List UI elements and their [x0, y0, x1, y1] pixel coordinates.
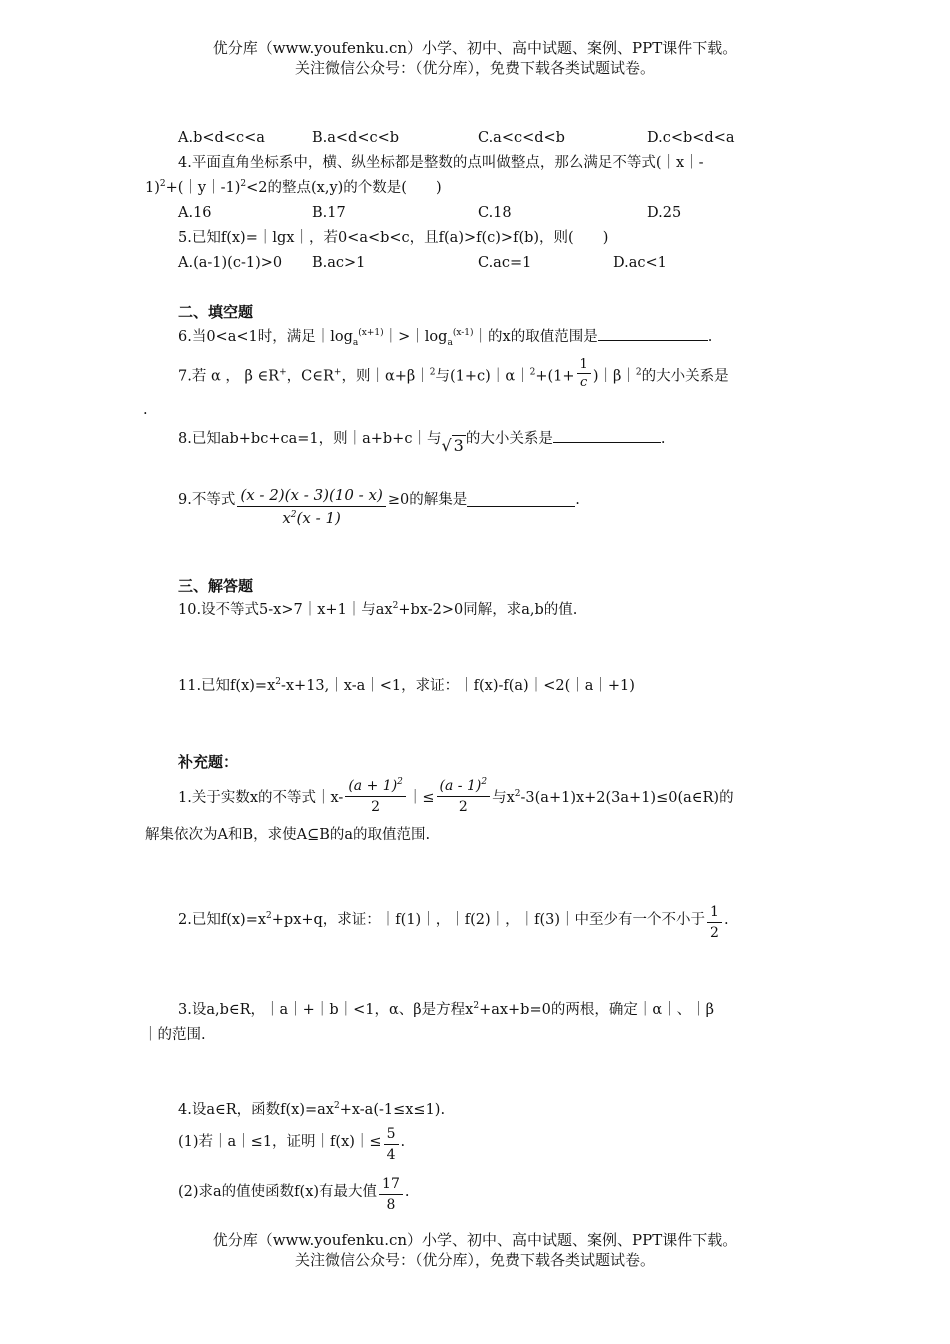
q3-option-d: D.c<b<d<a — [647, 130, 735, 146]
q7-fraction: $\frac{1}{c}$ — [577, 356, 591, 391]
section-title-solve: 三、解答题 — [178, 577, 254, 595]
page-header-line-2: 关注微信公众号：（优分库），免费下载各类试题试卷。 — [294, 59, 655, 77]
q3-option-c: C.a<c<d<b — [478, 130, 565, 146]
s1-stem-line-2: 解集依次为A和B，求使A⊆B的a的取值范围. — [145, 827, 431, 843]
q7-stem: 7.若 α ， β ∈R+，C∈R+，则｜α+β｜$^2$与(1+c)｜α｜$^2$+(1+ $\frac{1}{c}$ )｜β｜$^2$的大小关系是 — [178, 357, 729, 390]
q11-stem: 11.已知$f(x)=x^2-x+13,|x-a|<1$，求证：｜f(x)-f(a)｜<2(｜a｜+1) — [178, 677, 635, 694]
q9-stem: 9.不等式 $\frac{(x - 2)(x - 3)(10 - x)}{x^2(x - 1)}$ ≥0的解集是 . — [178, 486, 580, 527]
s1-fraction-1: $\frac{(a + 1)^2}{2}$ — [345, 776, 406, 817]
q8-stem: 8.已知ab+bc+ca=1，则｜a+b+c｜与√ 3 的大小关系是 . — [178, 428, 665, 449]
q10-stem: 10.设不等式5-x>7｜x+1｜与$ax^2+bx-2>0$同解，求a,b的值. — [178, 601, 578, 618]
s1-fraction-2: $\frac{(a - 1)^2}{2}$ — [437, 776, 491, 817]
q4-stem-line-2: 1)$^2$+(｜y｜-1)$^2$<2的整点(x,y)的个数是( ) — [145, 179, 442, 196]
sqrt-3: √ 3 — [441, 436, 464, 455]
q3-option-a: A.b<d<c<a — [178, 130, 265, 146]
s4-part-2: (2)求a的值使函数f(x)有最大值 $\frac{17}{8}$ . — [178, 1176, 410, 1213]
section-title-fill-in: 二、填空题 — [178, 303, 254, 321]
q4-option-c: C.18 — [478, 205, 512, 221]
page-header-line-1: 优分库（www.youfenku.cn）小学、初中、高中试题、案例、PPT课件下载。 — [212, 39, 738, 57]
q5-option-c: C.ac=1 — [478, 255, 532, 271]
q9-fraction: $\frac{(x - 2)(x - 3)(10 - x)}{x^2(x - 1)}$ — [237, 484, 385, 529]
q8-answer-blank[interactable] — [553, 428, 661, 443]
s1-stem-line-1: 1.关于实数x的不等式｜x- $\frac{(a + 1)^2}{2}$ ｜≤ $\frac{(a - 1)^2}{2}$ 与$x^2-3(a+1)x+2(3a+1)\le 0(a\in R)$的 — [178, 777, 734, 815]
q5-option-d: D.ac<1 — [613, 255, 667, 271]
supplement-title: 补充题： — [178, 753, 239, 771]
s4-fraction-5-4: $\frac{5}{4}$ — [384, 1124, 399, 1165]
q3-option-b: B.a<d<c<b — [312, 130, 400, 146]
s4-part-1: (1)若｜a｜≤1，证明｜f(x)｜≤ $\frac{5}{4}$ . — [178, 1126, 406, 1163]
s4-stem: 4.设a∈R，函数$f(x)=ax^2+x-a(-1\le x\le 1)$. — [178, 1101, 446, 1118]
s3-stem-line-1: 3.设a,b∈R，｜a｜+｜b｜<1，α、β是方程$x^2+ax+b=0$的两根，确定｜α｜、｜β — [178, 1001, 715, 1018]
s2-stem: 2.已知$f(x)=x^2+px+q$，求证：｜f(1)｜，｜f(2)｜，｜f(3)｜中至少有一个不小于 $\frac{1}{2}$ . — [178, 904, 729, 941]
q4-option-a: A.16 — [178, 205, 212, 221]
q4-option-b: B.17 — [312, 205, 346, 221]
q5-stem: 5.已知f(x)=｜lgx｜，若0<a<b<c，且f(a)>f(c)>f(b)，则( ) — [178, 230, 609, 246]
s3-stem-line-2: ｜的范围. — [143, 1027, 206, 1043]
q9-answer-blank[interactable] — [467, 492, 575, 507]
page-footer-line-1: 优分库（www.youfenku.cn）小学、初中、高中试题、案例、PPT课件下载。 — [212, 1231, 738, 1249]
s4-fraction-17-8: $\frac{17}{8}$ — [379, 1174, 403, 1215]
page-footer-line-2: 关注微信公众号：（优分库），免费下载各类试题试卷。 — [294, 1251, 655, 1269]
q5-option-a: A.(a-1)(c-1)>0 — [178, 255, 283, 271]
q4-option-d: D.25 — [647, 205, 682, 221]
q7-tail: . — [143, 402, 148, 418]
q6-stem: 6.当0<a<1时，满足$|\log_a^{(x+1)}|>|\log_a^{(x-1)}|$的x的取值范围是 . — [178, 328, 713, 348]
q4-stem-line-1: 4.平面直角坐标系中，横、纵坐标都是整数的点叫做整点，那么满足不等式(｜x｜- — [178, 155, 704, 171]
s2-fraction: $\frac{1}{2}$ — [707, 902, 722, 943]
q6-answer-blank[interactable] — [598, 326, 708, 341]
q5-option-b: B.ac>1 — [312, 255, 366, 271]
